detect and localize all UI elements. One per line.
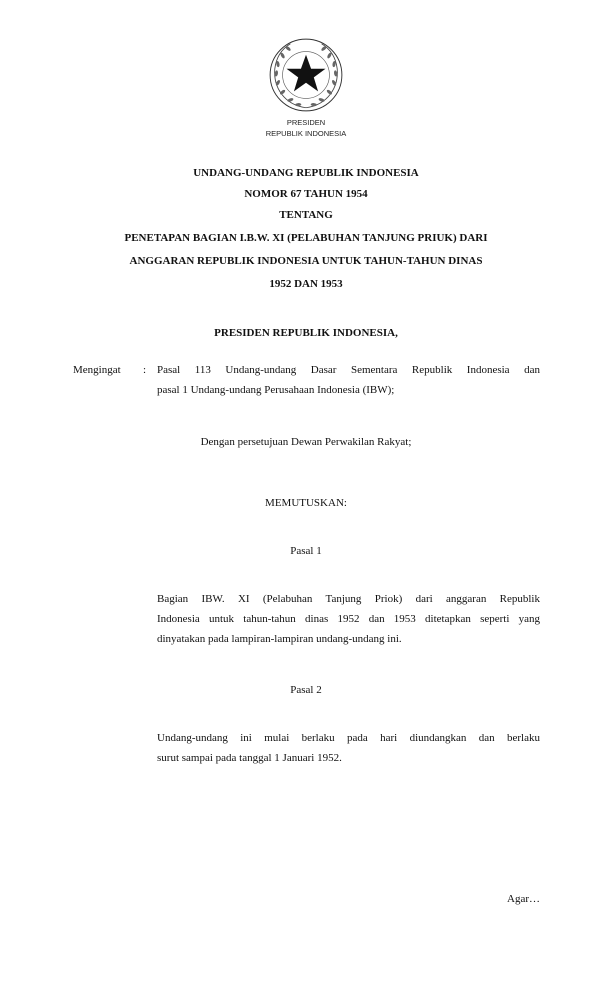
- article-1-heading: Pasal 1: [290, 545, 322, 557]
- emblem-caption-republik: REPUBLIK INDONESIA: [265, 129, 347, 138]
- document-title-line-3: TENTANG: [279, 209, 333, 221]
- article-1-line-1: Bagian IBW. XI (Pelabuhan Tanjung Priok) dari anggaran Republik: [157, 593, 540, 605]
- article-2-body: [157, 728, 540, 768]
- considering-line-2: pasal 1 Undang-undang Perusahaan Indonesia (IBW);: [157, 384, 395, 396]
- considering-line-1: Pasal 113 Undang-undang Dasar Sementara Republik Indonesia dan: [157, 364, 540, 376]
- article-2-line-2: surut sampai pada tanggal 1 Januari 1952.: [157, 752, 342, 764]
- article-2-line-1: Undang-undang ini mulai berlaku pada hari diundangkan dan berlaku: [157, 732, 540, 744]
- considering-label: Mengingat: [73, 364, 121, 376]
- document-title-line-4: PENETAPAN BAGIAN I.B.W. XI (PELABUHAN TANJUNG PRIUK) DARI: [124, 232, 488, 244]
- article-1-line-2: Indonesia untuk tahun-tahun dinas 1952 dan 1953 ditetapkan seperti yang: [157, 613, 540, 625]
- page-continuation: Agar…: [507, 893, 540, 905]
- article-2-heading: Pasal 2: [290, 684, 322, 696]
- decision-heading: MEMUTUSKAN:: [265, 497, 347, 509]
- presidential-emblem-icon: [267, 36, 345, 114]
- article-1-line-3: dinyatakan pada lampiran-lampiran undang-undang ini.: [157, 633, 402, 645]
- document-title-line-6: 1952 DAN 1953: [269, 278, 343, 290]
- document-title-line-2: NOMOR 67 TAHUN 1954: [244, 188, 368, 200]
- considering-colon: :: [143, 364, 147, 376]
- document-title-line-5: ANGGARAN REPUBLIK INDONESIA UNTUK TAHUN-TAHUN DINAS: [129, 255, 483, 267]
- considering-text: [157, 360, 540, 400]
- issuer-heading: PRESIDEN REPUBLIK INDONESIA,: [214, 327, 398, 339]
- document-title-line-1: UNDANG-UNDANG REPUBLIK INDONESIA: [193, 167, 419, 179]
- article-1-body: [157, 589, 540, 649]
- approval-statement: Dengan persetujuan Dewan Perwakilan Rakyat;: [200, 436, 412, 448]
- emblem-caption-presiden: PRESIDEN: [286, 118, 326, 127]
